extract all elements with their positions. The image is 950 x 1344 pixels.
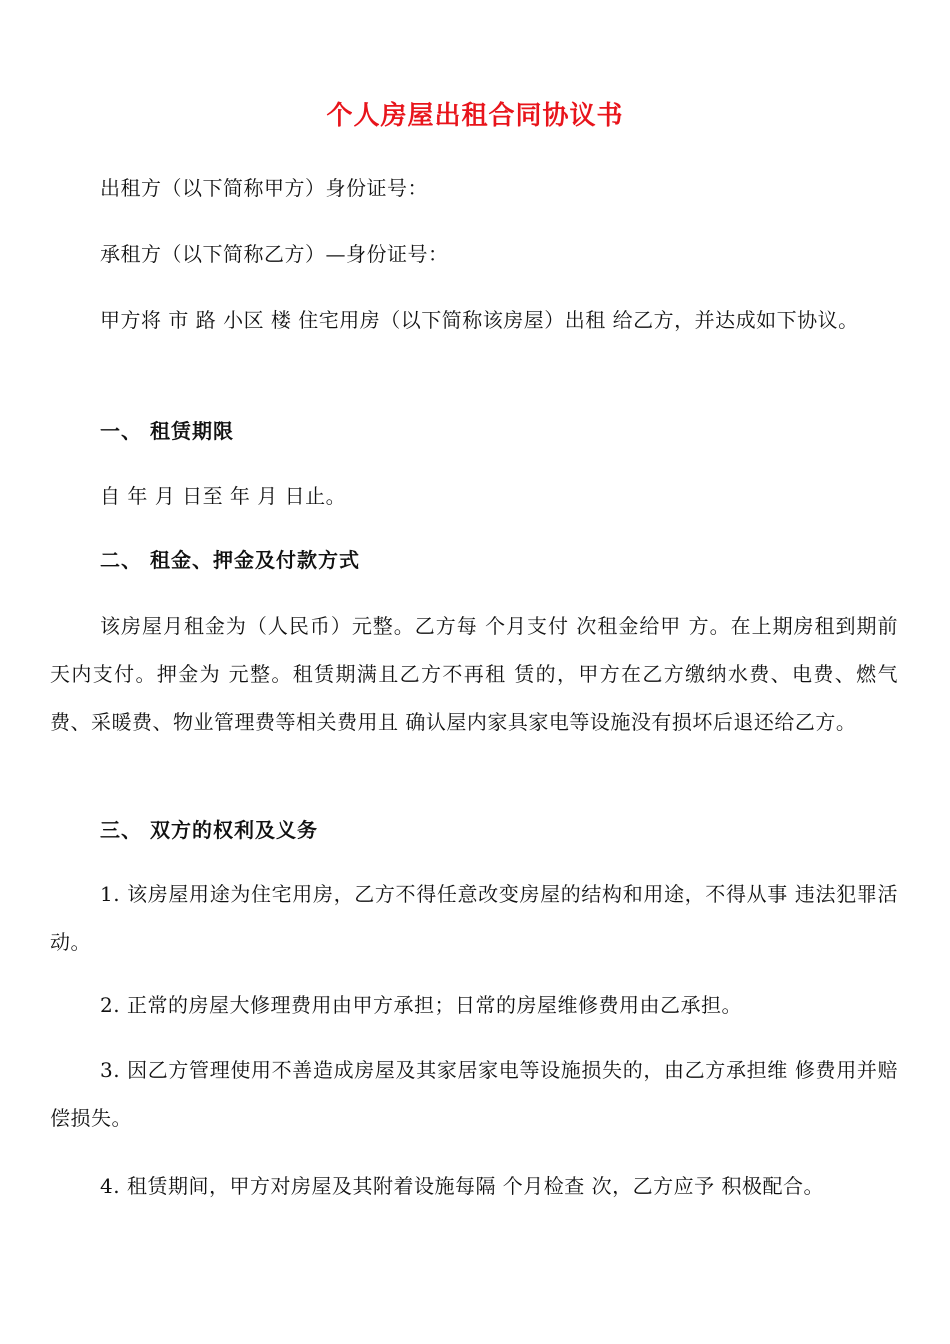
section-3-item-3: 3. 因乙方管理使用不善造成房屋及其家居家电等设施损失的，由乙方承担维 修费用并赔偿损失。: [50, 1058, 898, 1130]
intro-paragraph: 甲方将 市 路 小区 楼 住宅用房（以下简称该房屋）出租 给乙方，并达成如下协议。: [100, 308, 859, 332]
section-3-item-2: 2. 正常的房屋大修理费用由甲方承担；日常的房屋维修费用由乙承担。: [100, 993, 742, 1017]
document-title: 个人房屋出租合同协议书: [326, 101, 624, 131]
lessor-line: 出租方（以下简称甲方）身份证号：: [100, 176, 428, 200]
section-1-body: 自 年 月 日至 年 月 日止。: [100, 484, 347, 508]
section-3-heading: 三、 双方的权利及义务: [100, 818, 318, 842]
section-3-item-4: 4. 租赁期间，甲方对房屋及其附着设施每隔 个月检查 次，乙方应予 积极配合。: [100, 1174, 825, 1198]
section-1-heading: 一、 租赁期限: [100, 419, 234, 443]
section-2-heading: 二、 租金、押金及付款方式: [100, 548, 360, 572]
lessee-line: 承租方（以下简称乙方）—身份证号：: [100, 242, 449, 266]
section-3-item-1: 1. 该房屋用途为住宅用房，乙方不得任意改变房屋的结构和用途，不得从事 违法犯罪活动。: [50, 882, 898, 954]
section-2-body: 该房屋月租金为（人民币）元整。乙方每 个月支付 次租金给甲 方。在上期房租到期前 天内支付。押金为 元整。租赁期满且乙方不再租 赁的，甲方在乙方缴纳水费、电费、燃气费、采暖费、物业管理费等相关费用且 确认屋内家具家电等设施没有损坏后退还给乙方。: [50, 614, 898, 734]
